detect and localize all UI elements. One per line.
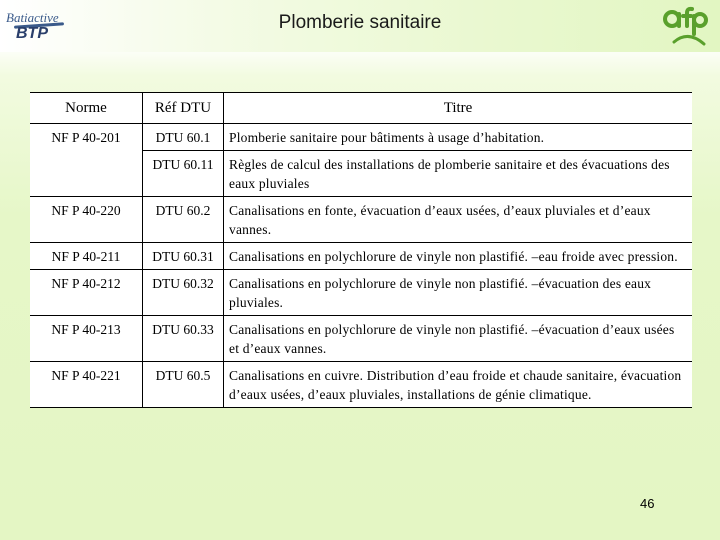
col-header-titre: Titre [224, 93, 693, 124]
cell-titre: Canalisations en fonte, évacuation d’eaux usées, d’eaux pluviales et d’eaux vannes. [224, 197, 693, 243]
cell-dtu: DTU 60.11 [143, 151, 224, 197]
cell-norme [30, 151, 143, 197]
afpa-logo [660, 4, 714, 50]
cell-dtu: DTU 60.5 [143, 362, 224, 408]
logo-left-top-text: Batiactive [6, 10, 59, 25]
cell-dtu: DTU 60.33 [143, 316, 224, 362]
col-header-ref-dtu: Réf DTU [143, 93, 224, 124]
cell-titre: Canalisations en polychlorure de vinyle non plastifié. –évacuation des eaux pluviales. [224, 270, 693, 316]
cell-dtu: DTU 60.1 [143, 124, 224, 151]
cell-norme: NF P 40-220 [30, 197, 143, 243]
dtu-norms-table [30, 92, 692, 408]
cell-norme: NF P 40-201 [51, 130, 121, 145]
table-row [30, 362, 692, 408]
page-title: Plomberie sanitaire [278, 12, 442, 33]
cell-norme: NF P 40-221 [30, 362, 143, 408]
cell-dtu: DTU 60.31 [143, 243, 224, 270]
table-row [30, 151, 692, 197]
page-number: 46 [640, 496, 655, 511]
cell-norme: NF P 40-211 [30, 243, 143, 270]
cell-titre: Canalisations en polychlorure de vinyle non plastifié. –eau froide avec pression. [224, 243, 693, 270]
cell-norme: NF P 40-213 [30, 316, 143, 362]
table-header-row [30, 93, 692, 124]
cell-titre: Règles de calcul des installations de plomberie sanitaire et des évacuations des eaux pluviales [224, 151, 693, 197]
table-row [30, 270, 692, 316]
cell-titre: Canalisations en cuivre. Distribution d’eau froide et chaude sanitaire, évacuation d’eaux usées, d’eaux pluviales, installations de génie climatique. [224, 362, 693, 408]
afpa-logo-graphic [660, 4, 714, 50]
table-row [30, 243, 692, 270]
cell-norme: NF P 40-212 [30, 270, 143, 316]
cell-dtu: DTU 60.32 [143, 270, 224, 316]
table-row [30, 316, 692, 362]
table-row [30, 197, 692, 243]
logo-left-btp-text: BTP [16, 25, 48, 42]
cell-titre: Plomberie sanitaire pour bâtiments à usage d’habitation. [224, 124, 693, 151]
cell-titre: Canalisations en polychlorure de vinyle non plastifié. –évacuation d’eaux usées et d’eaux vannes. [224, 316, 693, 362]
table-row [30, 124, 692, 151]
col-header-norme: Norme [30, 93, 143, 124]
cell-dtu: DTU 60.2 [143, 197, 224, 243]
